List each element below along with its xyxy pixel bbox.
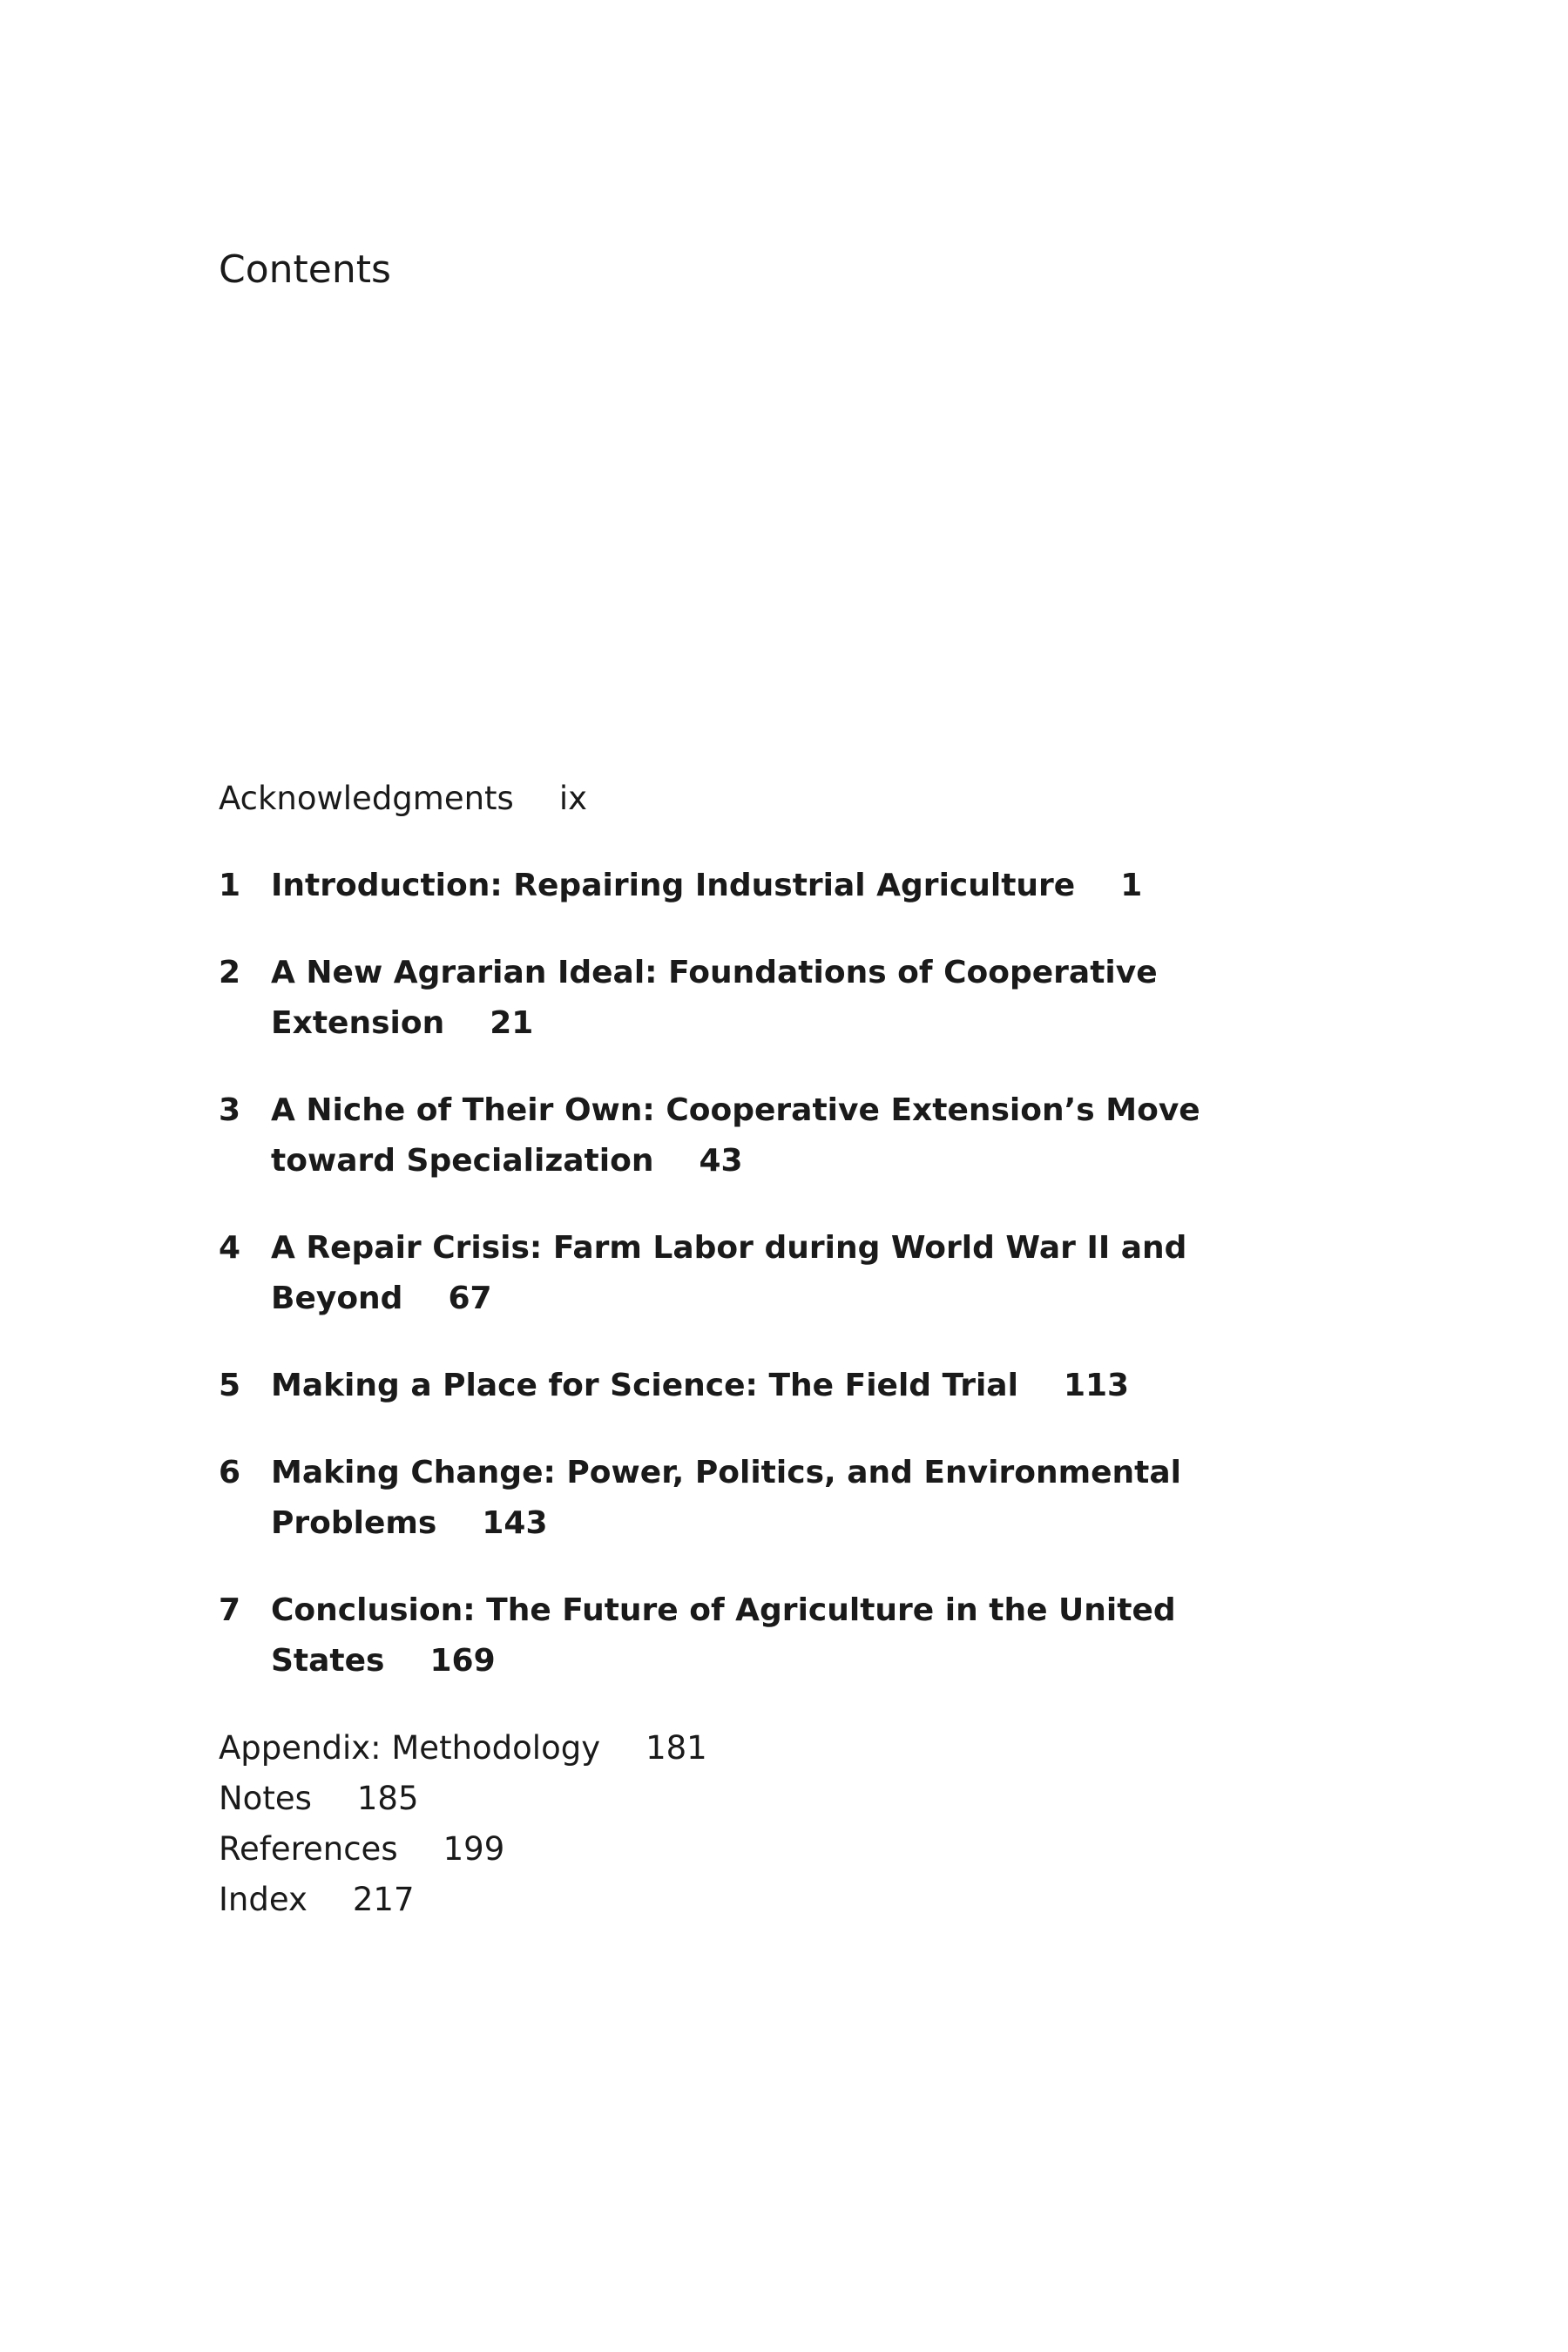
- page-title: Contents: [219, 247, 391, 292]
- chapter-number: 1: [219, 868, 241, 903]
- chapter-number: 2: [219, 955, 241, 990]
- chapter-number: 6: [219, 1455, 241, 1490]
- toc-entry-page: ix: [558, 780, 588, 817]
- back-matter-list: [219, 1723, 1438, 1925]
- chapter-title: Introduction: Repairing Industrial Agriculture: [271, 868, 1076, 903]
- toc-entry-page: 181: [645, 1729, 707, 1767]
- toc-entry-index[interactable]: [219, 1875, 1438, 1925]
- toc-entry-page: 185: [356, 1780, 419, 1817]
- chapter-title: Making a Place for Science: The Field Trial: [271, 1368, 1018, 1403]
- chapter-number: 7: [219, 1592, 241, 1628]
- chapter-title: Conclusion: The Future of Agriculture in the United States: [271, 1592, 1176, 1679]
- chapter-page: 113: [1063, 1368, 1130, 1403]
- toc-entry-page: 217: [352, 1881, 415, 1918]
- chapter-page: 21: [490, 1005, 534, 1041]
- toc-entry-appendix[interactable]: [219, 1723, 1438, 1774]
- chapter-number: 4: [219, 1230, 241, 1266]
- chapter-title: A Repair Crisis: Farm Labor during World War II and Beyond: [271, 1230, 1187, 1316]
- toc-entry-notes[interactable]: [219, 1774, 1438, 1824]
- toc-chapter-5[interactable]: [219, 1361, 1438, 1411]
- toc-chapter-3[interactable]: [219, 1085, 1438, 1186]
- toc-chapter-2[interactable]: [219, 948, 1438, 1049]
- chapter-page: 169: [429, 1643, 496, 1679]
- chapter-page: 1: [1120, 868, 1143, 903]
- chapter-title: Making Change: Power, Politics, and Environmental Problems: [271, 1455, 1181, 1541]
- toc-chapter-1[interactable]: [219, 861, 1438, 911]
- toc-chapter-7[interactable]: [219, 1585, 1438, 1686]
- chapter-page: 143: [482, 1505, 548, 1541]
- toc-entry-label: Index: [219, 1881, 308, 1918]
- toc-chapter-4[interactable]: [219, 1223, 1438, 1324]
- toc-entry-page: 199: [443, 1830, 505, 1868]
- toc-entry-label: References: [219, 1830, 398, 1868]
- toc-chapter-6[interactable]: [219, 1448, 1438, 1549]
- chapter-number: 5: [219, 1368, 241, 1403]
- toc-entry-label: Acknowledgments: [219, 780, 514, 817]
- toc-entry-acknowledgments[interactable]: [219, 774, 1438, 824]
- chapter-title: A Niche of Their Own: Cooperative Extension’s Move toward Specialization: [271, 1092, 1200, 1179]
- chapter-page: 67: [448, 1281, 492, 1316]
- toc-entry-label: Notes: [219, 1780, 312, 1817]
- table-of-contents: [219, 774, 1438, 1925]
- toc-entry-references[interactable]: [219, 1824, 1438, 1875]
- chapter-page: 43: [699, 1143, 743, 1179]
- chapter-title: A New Agrarian Ideal: Foundations of Cooperative Extension: [271, 955, 1158, 1041]
- toc-entry-label: Appendix: Methodology: [219, 1729, 601, 1767]
- chapter-number: 3: [219, 1092, 241, 1128]
